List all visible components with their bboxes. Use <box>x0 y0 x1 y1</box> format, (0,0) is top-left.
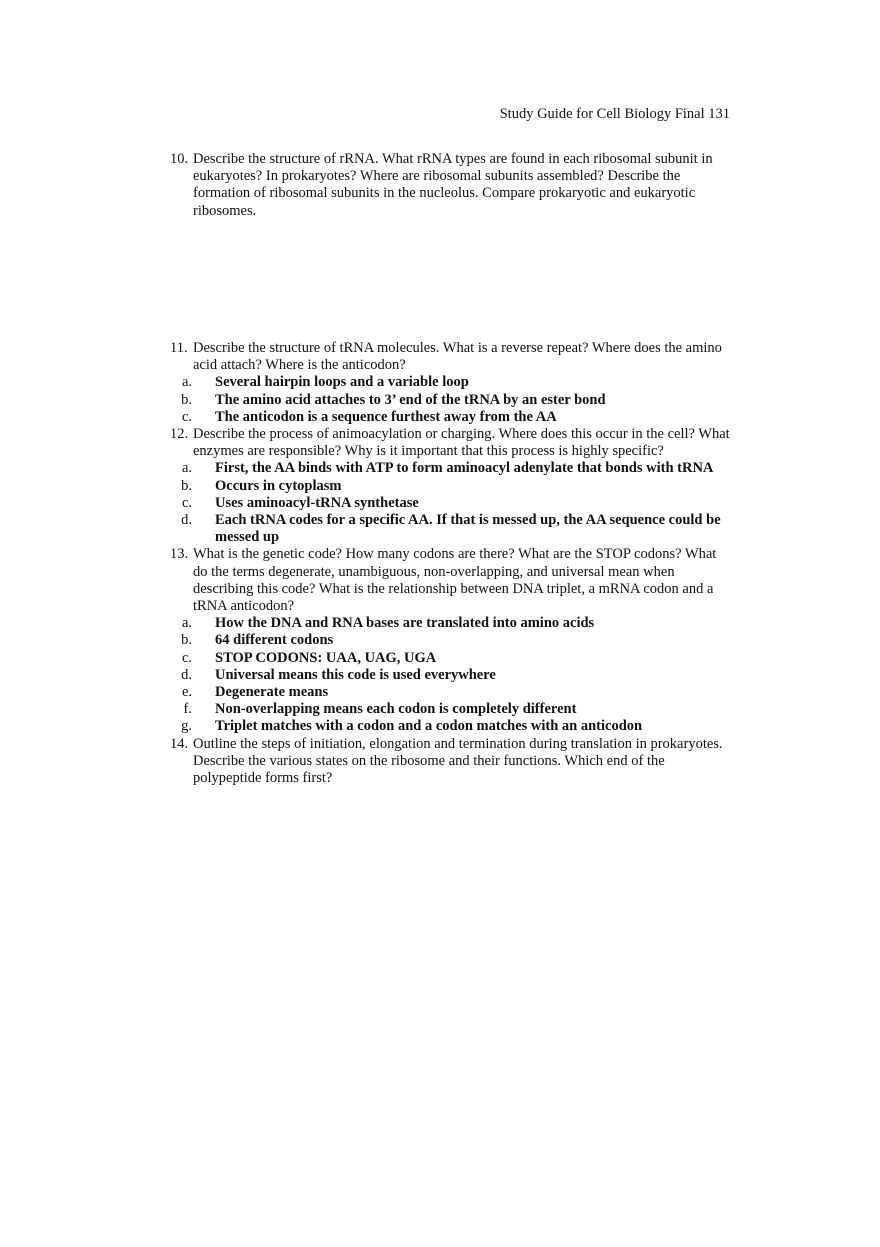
question-14 <box>170 736 730 788</box>
answer-item <box>170 460 730 477</box>
question-text: Describe the process of animoacylation or charging. Where does this occur in the cell? What enzymes are responsible? Why is it important that this process is highly specific? <box>193 426 730 460</box>
answer-list <box>170 615 730 735</box>
answer-letter: a. <box>181 615 192 632</box>
answer-item <box>170 718 730 735</box>
question-12 <box>170 426 730 546</box>
answer-letter: d. <box>181 666 192 683</box>
question-text: Outline the steps of initiation, elongation and termination during translation in prokaryotes. Describe the various states on the ribosome and their functions. Which end of the polypeptide forms first? <box>193 735 723 787</box>
answer-letter: g. <box>181 718 192 735</box>
answer-item <box>170 478 730 495</box>
answer-item <box>170 632 730 649</box>
answer-text: Several hairpin loops and a variable loop <box>215 374 469 391</box>
question-number: 12. <box>170 426 189 443</box>
answer-text: Each tRNA codes for a specific AA. If that is messed up, the AA sequence could be messed up <box>215 512 721 546</box>
answer-text: Uses aminoacyl-tRNA synthetase <box>215 494 419 511</box>
answer-letter: b. <box>181 632 192 649</box>
answer-letter: c. <box>181 408 192 425</box>
answer-item <box>170 374 730 391</box>
question-11 <box>170 340 730 426</box>
answer-letter: c. <box>181 649 192 666</box>
answer-text: Triplet matches with a codon and a codon matches with an anticodon <box>215 718 643 735</box>
answer-letter: d. <box>181 512 192 529</box>
answer-letter: c. <box>181 494 192 511</box>
answer-letter: f. <box>183 701 192 718</box>
answer-letter: b. <box>181 391 192 408</box>
question-13 <box>170 546 730 735</box>
answer-item <box>170 701 730 718</box>
answer-text: 64 different codons <box>215 632 334 649</box>
answer-item <box>170 495 730 512</box>
page-header: Study Guide for Cell Biology Final 131 <box>499 106 730 122</box>
answer-item <box>170 650 730 667</box>
answer-item <box>170 409 730 426</box>
answer-letter: b. <box>181 477 192 494</box>
answer-list <box>170 460 730 546</box>
answer-item <box>170 615 730 632</box>
question-number: 14. <box>170 735 189 752</box>
answer-text: The anticodon is a sequence furthest away from the AA <box>215 408 557 425</box>
answer-text: Universal means this code is used everywhere <box>215 666 496 683</box>
answer-text: Degenerate means <box>215 684 329 701</box>
answer-item <box>170 392 730 409</box>
question-text: Describe the structure of rRNA. What rRNA types are found in each ribosomal subunit in eukaryotes? In prokaryotes? Where are ribosomal subunits assembled? Describe the formation of ribosomal subunits in the nucleolus. Compare prokaryotic and eukaryotic ribosomes. <box>193 151 713 219</box>
answer-text: STOP CODONS: UAA, UAG, UGA <box>215 649 437 666</box>
answer-letter: a. <box>181 374 192 391</box>
question-10 <box>170 151 730 220</box>
question-text: Describe the structure of tRNA molecules. What is a reverse repeat? Where does the amino acid attach? Where is the anticodon? <box>193 340 722 374</box>
answer-text: Non-overlapping means each codon is completely different <box>215 701 577 718</box>
answer-letter: a. <box>181 460 192 477</box>
answer-item <box>170 684 730 701</box>
question-number: 11. <box>170 340 188 356</box>
answer-list <box>170 374 730 426</box>
answer-item <box>170 512 730 546</box>
answer-item <box>170 667 730 684</box>
question-number: 13. <box>170 546 189 563</box>
question-number: 10. <box>170 151 189 167</box>
question-text: What is the genetic code? How many codons are there? What are the STOP codons? What do the terms degenerate, unambiguous, non-overlapping, and universal mean when describing this code? What is the relationship between DNA triplet, a mRNA codon and a tRNA anticodon? <box>193 546 717 615</box>
question-block <box>170 340 730 787</box>
answer-text: Occurs in cytoplasm <box>215 477 342 494</box>
answer-text: First, the AA binds with ATP to form aminoacyl adenylate that bonds with tRNA <box>215 460 714 477</box>
answer-text: How the DNA and RNA bases are translated into amino acids <box>215 615 595 632</box>
answer-text: The amino acid attaches to 3’ end of the tRNA by an ester bond <box>215 391 606 408</box>
answer-letter: e. <box>181 684 192 701</box>
